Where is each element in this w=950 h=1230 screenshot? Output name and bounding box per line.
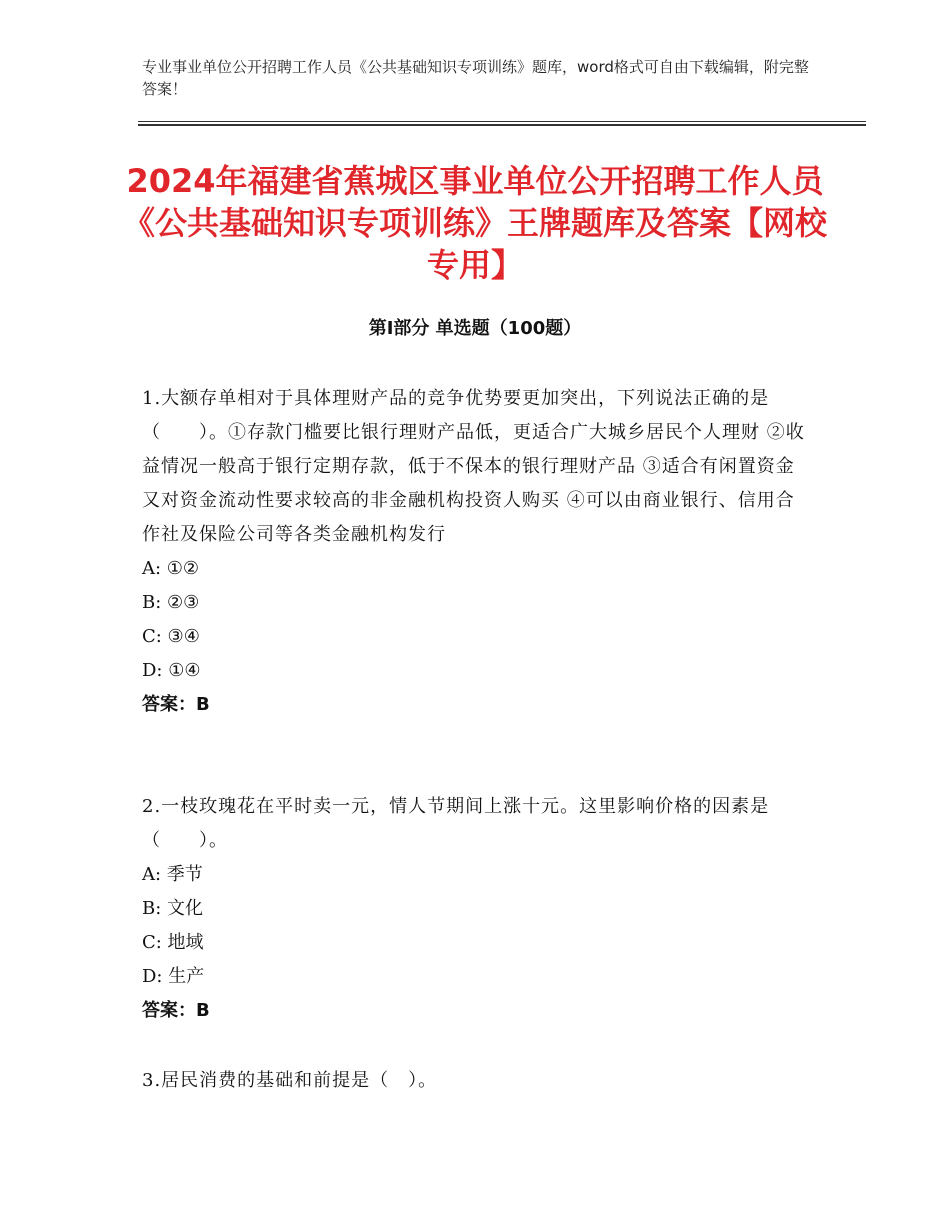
header-divider-thin (138, 121, 866, 122)
header-note: 专业事业单位公开招聘工作人员《公共基础知识专项训练》题库，word格式可自由下载编辑，附完整答案！ (142, 58, 809, 98)
document-title: 2024年福建省蕉城区事业单位公开招聘工作人员《公共基础知识专项训练》王牌题库及答案【网校专用】 (122, 162, 827, 284)
option-a: A: 季节 (142, 864, 203, 885)
option-b: B: 文化 (142, 898, 204, 919)
answer: 答案：B (142, 694, 210, 715)
question-block-1 (142, 382, 812, 722)
option-b: B: ②③ (142, 592, 200, 613)
header-divider-thick (138, 124, 866, 126)
question-text: 1.大额存单相对于具体理财产品的竞争优势要更加突出，下列说法正确的是（ ）。①存款门槛要比银行理财产品低，更适合广大城乡居民个人理财 ②收益情况一般高于银行定期存款，低于不保本的银行理财产品 ③适合有闲置资金又对资金流动性要求较高的非金融机构投资人购买 ④可以由商业银行、信用合作社及保险公司等各类金融机构发行 (142, 388, 805, 545)
option-c: C: ③④ (142, 626, 200, 647)
question-text: 3.居民消费的基础和前提是（ ）。 (142, 1070, 438, 1091)
answer: 答案：B (142, 1000, 210, 1021)
section-heading: 第Ⅰ部分 单选题（100题） (368, 318, 582, 339)
question-block-3 (142, 1064, 812, 1098)
question-text: 2.一枝玫瑰花在平时卖一元，情人节期间上涨十元。这里影响价格的因素是（ ）。 (142, 796, 770, 851)
option-c: C: 地域 (142, 932, 204, 953)
option-d: D: ①④ (142, 660, 201, 681)
option-a: A: ①② (142, 558, 200, 579)
option-d: D: 生产 (142, 966, 205, 987)
question-block-2 (142, 790, 812, 1028)
